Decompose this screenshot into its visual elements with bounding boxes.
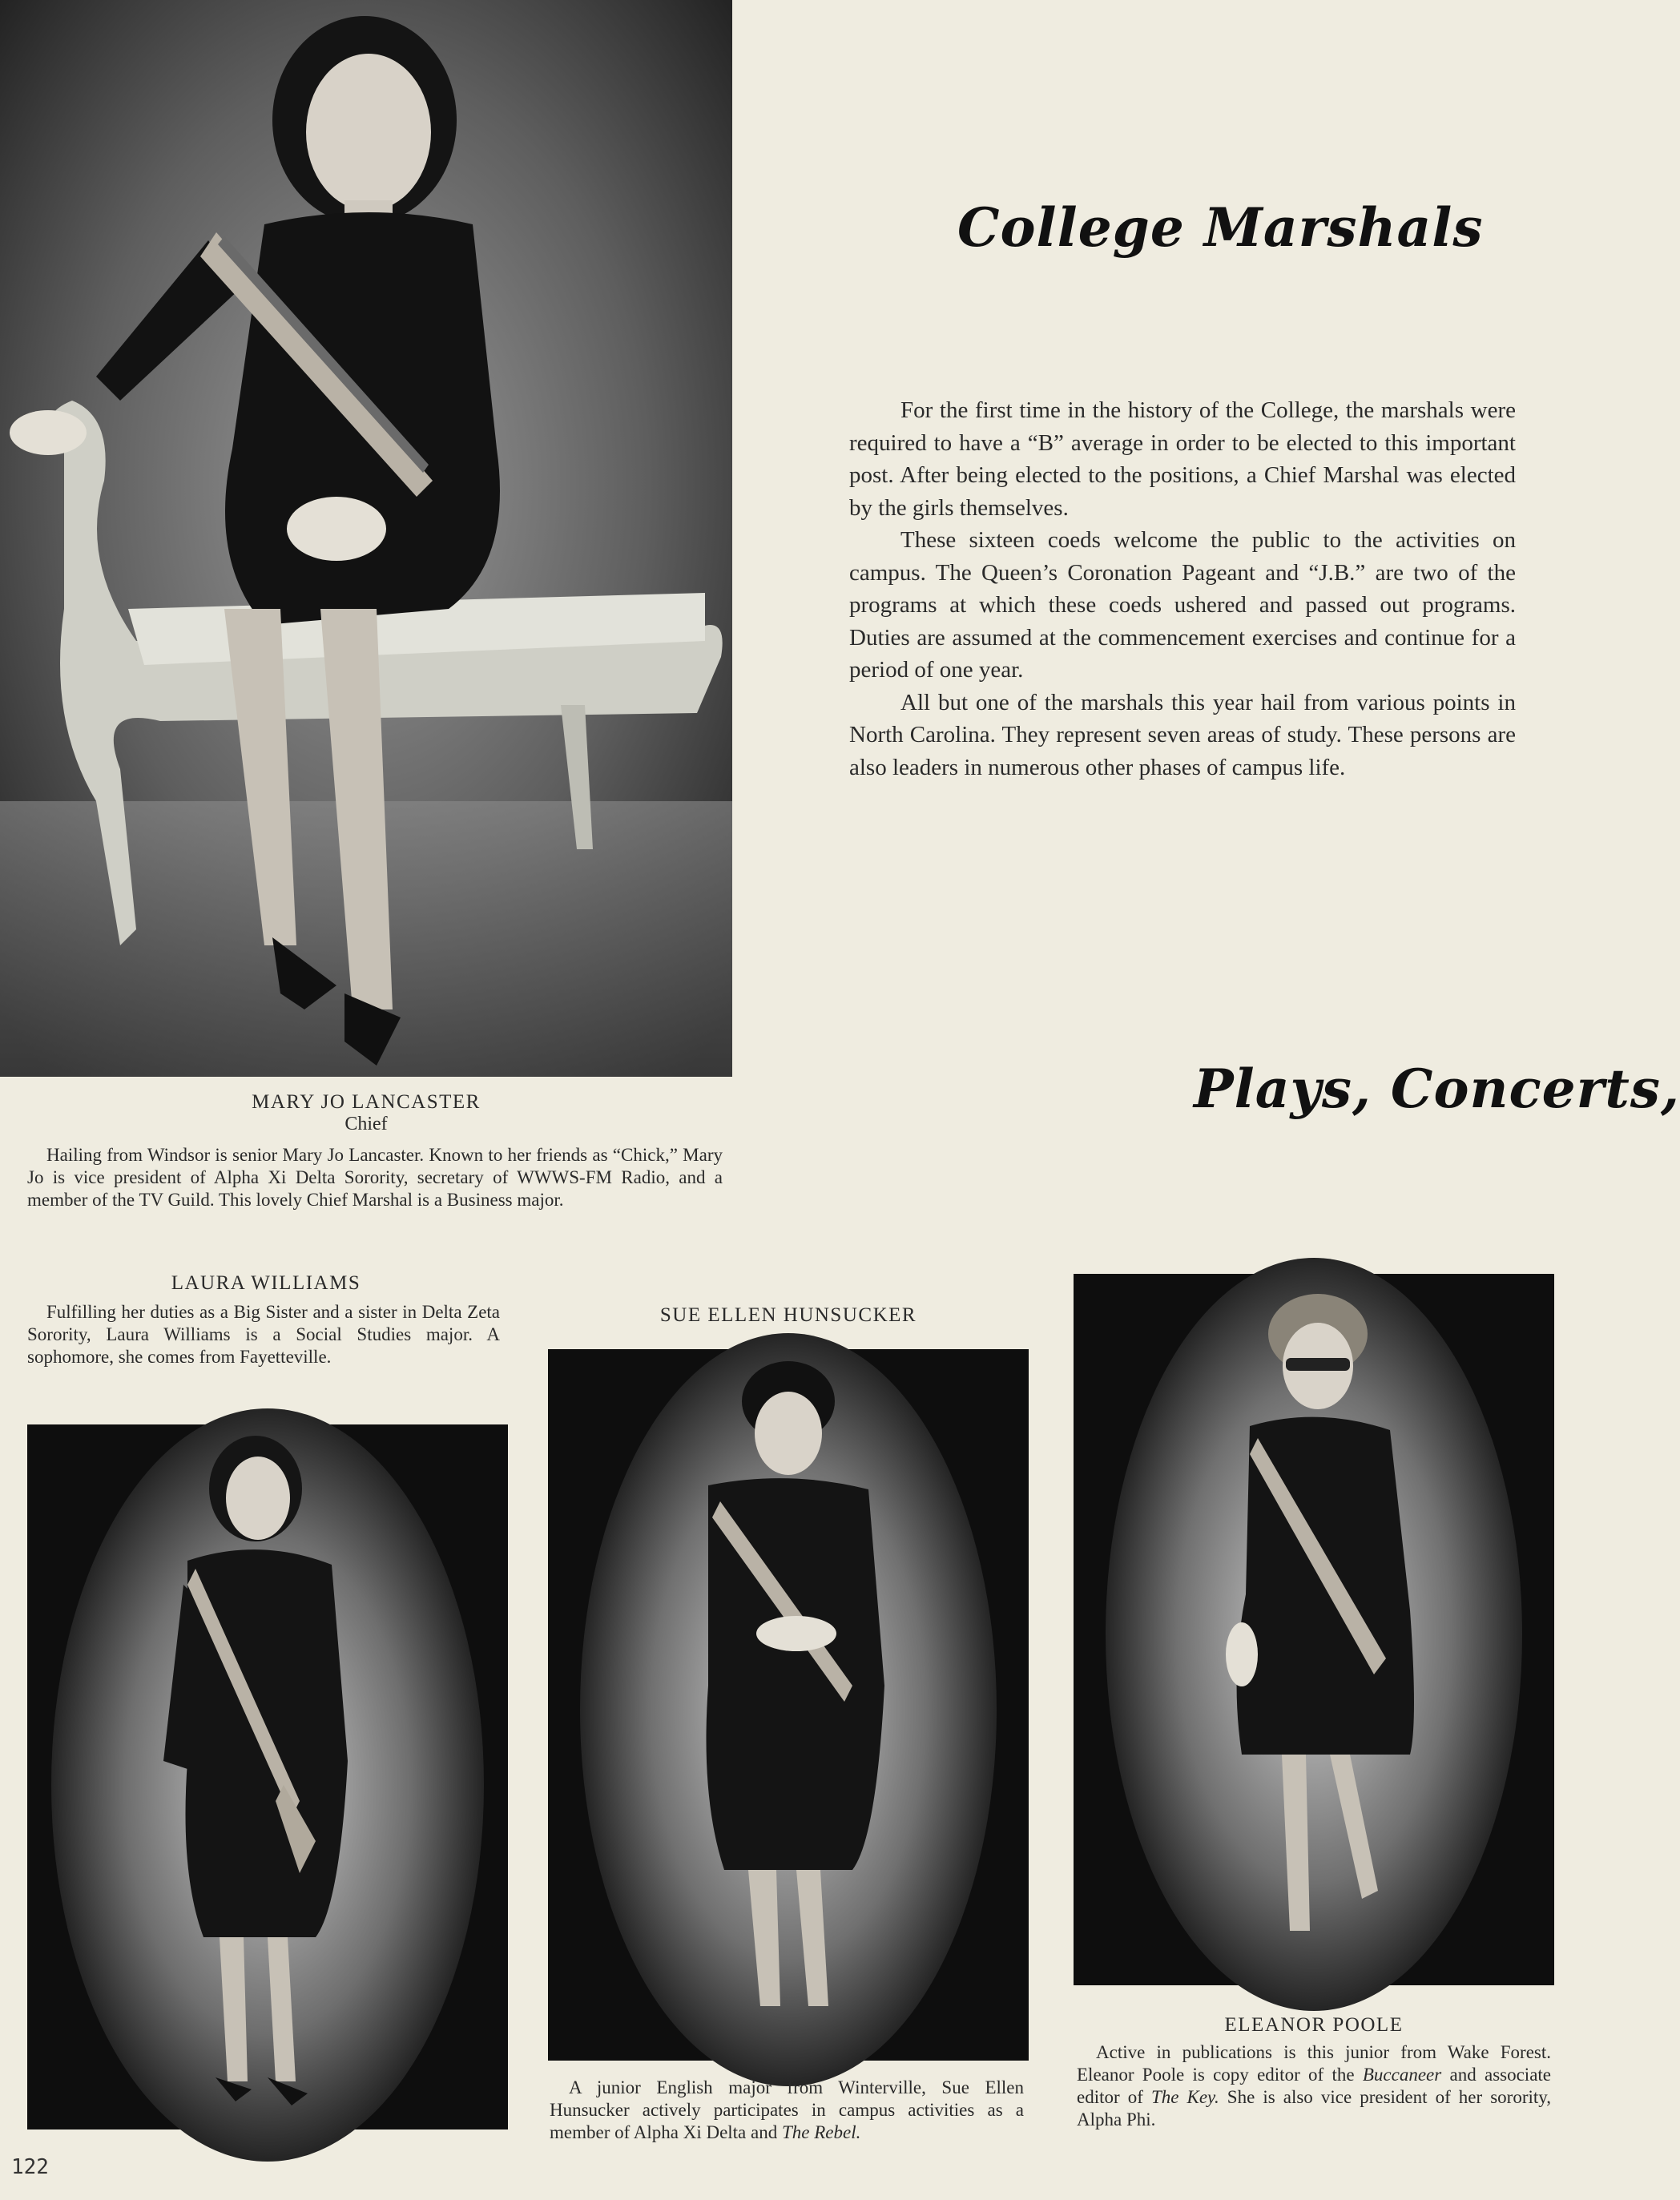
poole-caption-mid: and associate editor of <box>1077 2065 1552 2107</box>
hunsucker-caption-text: A junior English major from Winterville, Sue Ellen Hunsucker actively participates in campus activities as a member of Alpha Xi Delta and <box>550 2077 1024 2142</box>
intro-paragraph-3: All but one of the marshals this year hail from various points in North Carolina. They represent seven areas of study. These persons are also leaders in numerous other phases of campus life. <box>849 689 1516 780</box>
lancaster-caption-text: Hailing from Windsor is senior Mary Jo Lancaster. Known to her friends as “Chick,” Mary Jo is vice president of Alpha Xi Delta Sorority, secretary of WWWS-FM Radio, and a member of the TV Guild. This lovely Chief Marshal is a Business major. <box>27 1145 723 1210</box>
photo-eleanor-poole <box>1074 1274 1554 1985</box>
poole-caption-tail: She is also vice president of her sorority, Alpha Phi. <box>1077 2087 1552 2129</box>
photo-mary-jo-lancaster <box>0 0 732 1077</box>
poole-caption-pub-2: The Key. <box>1150 2087 1219 2107</box>
hunsucker-name: SUE ELLEN HUNSUCKER <box>659 1304 917 1326</box>
continued-title: Plays, Concerts, <box>1194 1058 1680 1120</box>
lancaster-title: Chief <box>344 1114 388 1134</box>
lancaster-caption <box>27 1144 723 1211</box>
photo-laura-williams <box>27 1424 508 2129</box>
intro-paragraph-2: These sixteen coeds welcome the public to the activities on campus. The Queen’s Coronation Pageant and “J.B.” are two of the programs at which these coeds ushered and passed out programs. Duties are assumed at the commencement exercises and continue for a period of one year. <box>849 527 1516 683</box>
williams-caption-text: Fulfilling her duties as a Big Sister and a sister in Delta Zeta Sorority, Laura Williams is a Social Studies major. A sophomore, she comes from Fayetteville. <box>27 1302 500 1367</box>
intro-paragraph-1: For the first time in the history of the College, the marshals were required to have a “B” average in order to be elected to this important post. After being elected to the positions, a Chief Marshal was elected by the girls themselves. <box>849 397 1516 521</box>
poole-caption-pub-1: Buccaneer <box>1362 2065 1442 2085</box>
hunsucker-caption <box>550 2077 1024 2144</box>
page-number: 122 <box>11 2155 49 2179</box>
poole-name: ELEANOR POOLE <box>1224 2014 1404 2036</box>
portrait-illustration <box>548 1349 1029 2061</box>
williams-caption <box>27 1301 500 1368</box>
hunsucker-caption-para <box>550 2077 1024 2144</box>
poole-caption-para <box>1077 2041 1551 2131</box>
portrait-illustration <box>1074 1274 1554 1985</box>
photo-sue-ellen-hunsucker <box>548 1349 1029 2061</box>
page-title: College Marshals <box>957 196 1484 259</box>
poole-caption <box>1077 2041 1551 2131</box>
portrait-illustration <box>27 1424 508 2129</box>
williams-name: LAURA WILLIAMS <box>171 1272 361 1294</box>
portrait-illustration <box>0 0 732 1077</box>
intro-text <box>849 394 1516 784</box>
hunsucker-caption-publication: The Rebel. <box>781 2122 861 2142</box>
lancaster-name: MARY JO LANCASTER <box>252 1091 481 1113</box>
poole-caption-lead: Active in publications is this junior from Wake Forest. Eleanor Poole is copy editor of the <box>1077 2042 1551 2085</box>
